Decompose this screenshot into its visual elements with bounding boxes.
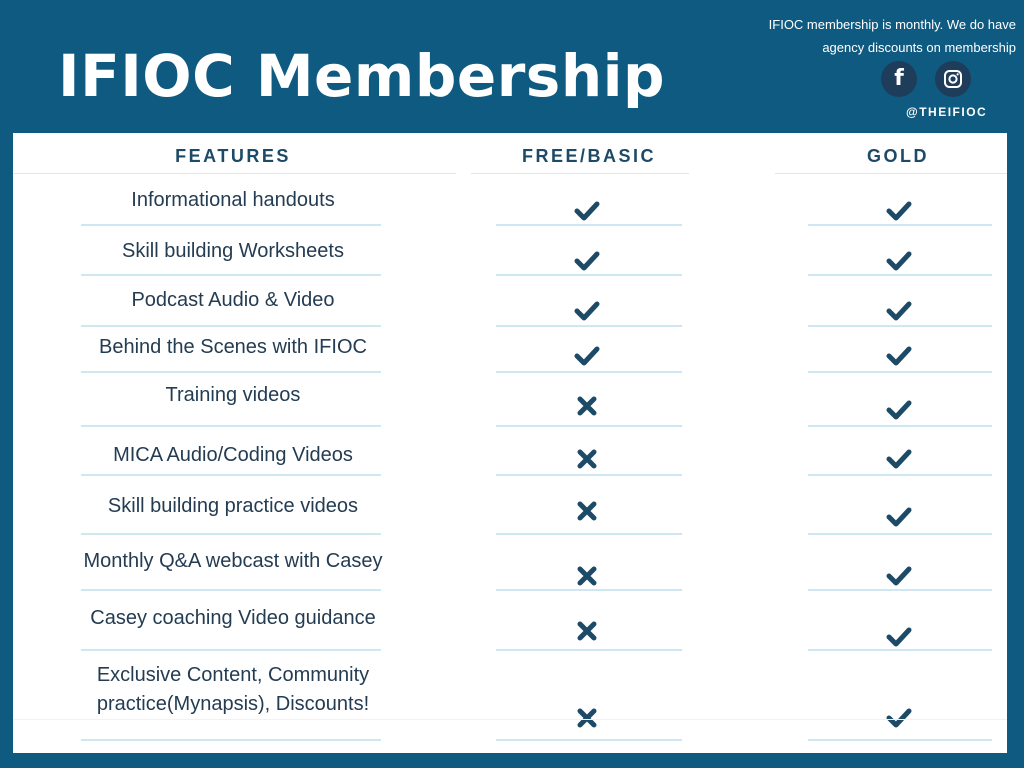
check-icon: [884, 395, 914, 425]
feature-label: [73, 661, 393, 719]
instagram-button[interactable]: [935, 61, 971, 97]
row-divider: [81, 425, 381, 427]
row-divider: [496, 274, 682, 276]
row-divider: [496, 533, 682, 535]
row-divider: [496, 474, 682, 476]
cross-icon: [572, 616, 602, 646]
row-divider: [81, 649, 381, 651]
row-divider: [496, 371, 682, 373]
feature-label: Training videos: [165, 384, 301, 406]
check-icon: [884, 502, 914, 532]
header-divider: [775, 173, 1007, 174]
check-icon: [884, 622, 914, 652]
feature-label: Skill building Worksheets: [122, 240, 344, 262]
check-icon: [884, 196, 914, 226]
instagram-icon: [943, 69, 963, 89]
row-divider: [81, 474, 381, 476]
feature-label: Podcast Audio & Video: [131, 289, 335, 311]
comparison-table: [13, 133, 1007, 753]
row-divider: [81, 325, 381, 327]
row-divider: [808, 474, 992, 476]
row-divider: [81, 589, 381, 591]
check-icon: [884, 341, 914, 371]
row-divider: [81, 224, 381, 226]
row-divider: [808, 533, 992, 535]
row-divider: [496, 325, 682, 327]
feature-label-line: practice(Mynapsis), Discounts!: [96, 693, 370, 715]
check-icon: [884, 246, 914, 276]
header-divider: [13, 173, 456, 174]
row-divider: [808, 274, 992, 276]
row-divider: [81, 533, 381, 535]
membership-note: IFIOC membership is monthly. We do have agency discounts on membership: [768, 17, 1016, 55]
check-icon: [884, 703, 914, 733]
row-divider: [808, 649, 992, 651]
feature-label: Behind the Scenes with IFIOC: [99, 336, 367, 358]
social-handle: @THEIFIOC: [906, 105, 988, 119]
page-title: IFIOC Membership: [58, 42, 666, 110]
social-links: [881, 61, 971, 97]
cross-icon: [572, 444, 602, 474]
row-divider: [808, 425, 992, 427]
feature-label: Informational handouts: [131, 189, 335, 211]
feature-label-line: Exclusive Content, Community: [96, 664, 370, 686]
check-icon: [884, 444, 914, 474]
header-divider: [471, 173, 689, 174]
row-divider: [81, 739, 381, 741]
bottom-divider: [13, 719, 1007, 720]
check-icon: [572, 246, 602, 276]
feature-label: MICA Audio/Coding Videos: [113, 444, 353, 466]
row-divider: [496, 224, 682, 226]
check-icon: [884, 561, 914, 591]
row-divider: [496, 589, 682, 591]
row-divider: [808, 371, 992, 373]
feature-label: Casey coaching Video guidance: [90, 607, 376, 629]
row-divider: [808, 325, 992, 327]
row-divider: [496, 739, 682, 741]
row-divider: [81, 371, 381, 373]
column-header-gold: GOLD: [867, 146, 929, 166]
feature-label: Monthly Q&A webcast with Casey: [83, 550, 383, 572]
row-divider: [808, 739, 992, 741]
row-divider: [808, 589, 992, 591]
row-divider: [496, 649, 682, 651]
column-header-features: FEATURES: [175, 146, 291, 166]
cross-icon: [572, 391, 602, 421]
facebook-icon: f: [894, 66, 904, 91]
check-icon: [572, 341, 602, 371]
row-divider: [808, 224, 992, 226]
facebook-button[interactable]: [881, 61, 917, 97]
check-icon: [572, 296, 602, 326]
row-divider: [496, 425, 682, 427]
check-icon: [884, 296, 914, 326]
column-header-free-basic: FREE/BASIC: [521, 146, 656, 166]
check-icon: [572, 196, 602, 226]
feature-label: Skill building practice videos: [107, 495, 359, 517]
cross-icon: [572, 496, 602, 526]
row-divider: [81, 274, 381, 276]
cross-icon: [572, 703, 602, 733]
cross-icon: [572, 561, 602, 591]
